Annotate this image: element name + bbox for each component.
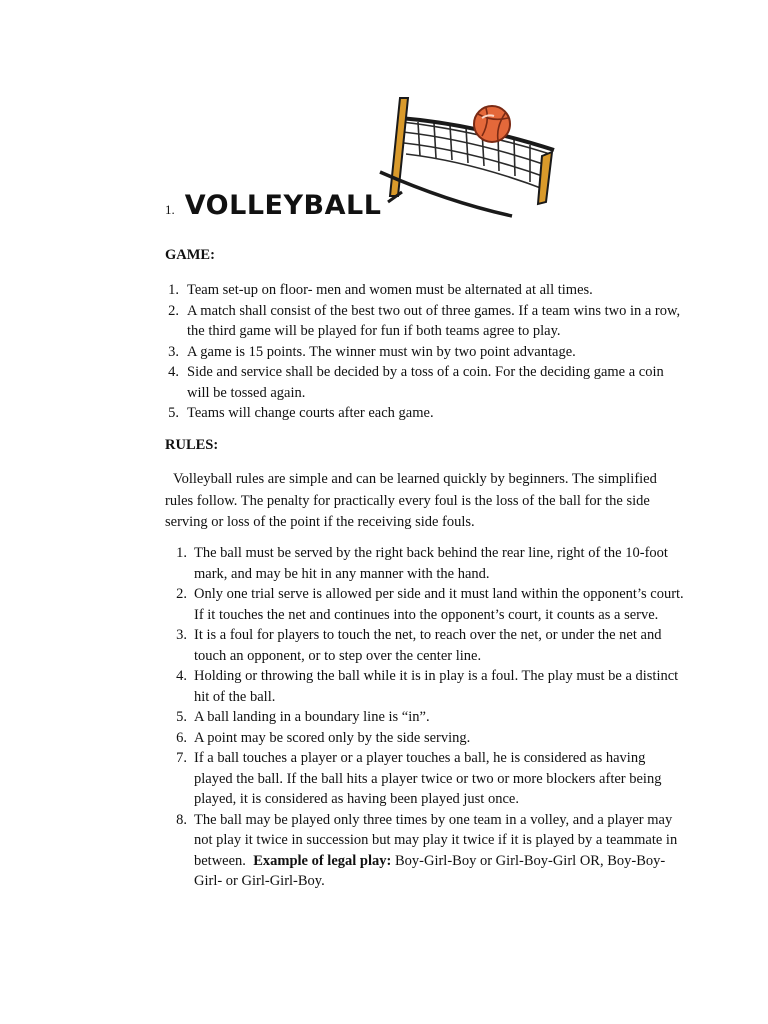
list-item (165, 543, 685, 584)
item-text: The ball may be played only three times by one team in a volley, and a player may not play it twice in succession but may play it twice if it is played by a teammate in between. (194, 811, 678, 869)
item-number: 2. (168, 302, 179, 319)
item-text: A ball landing in a boundary line is “in”. (194, 709, 430, 725)
list-item (163, 301, 683, 342)
list-item (165, 748, 685, 810)
list-item (165, 810, 685, 892)
item-text: Side and service shall be decided by a toss of a coin. For the deciding game a coin will be tossed again. (187, 364, 664, 401)
item-text: Team set-up on floor- men and women must be alternated at all times. (187, 282, 593, 298)
item-number: 5. (168, 405, 179, 421)
item-number: 3. (168, 343, 179, 360)
legal-play-label: Example of legal play: (253, 852, 392, 869)
item-number: 3. (176, 627, 187, 643)
left-pole (388, 98, 408, 202)
item-text: The ball must be served by the right back behind the rear line, right of the 10-foot mark, and may be hit in any manner with the hand. (194, 545, 668, 582)
title-text: VOLLEYBALL (184, 190, 382, 221)
list-item (165, 707, 685, 728)
item-number: 1. (168, 282, 179, 298)
list-item (165, 666, 685, 707)
volleyball-net-icon (378, 92, 570, 232)
item-text: A match shall consist of the best two out of three games. If a team wins two in a row, the third game will be played for fun if both teams agree to play. (187, 302, 681, 339)
title-number: 1. (165, 202, 175, 217)
item-number: 1. (176, 545, 187, 561)
list-item (165, 625, 685, 666)
game-list (163, 280, 683, 424)
item-text: It is a foul for players to touch the net, to reach over the net, or under the net and touch an opponent, or to step over the center line. (194, 627, 662, 664)
item-number: 7. (176, 750, 187, 766)
list-item (163, 403, 683, 424)
volleyball-icon (474, 106, 510, 142)
list-item (163, 342, 683, 363)
list-item (165, 728, 685, 749)
item-text: A point may be scored only by the side serving. (194, 729, 471, 746)
document-title (165, 190, 381, 221)
item-text: Only one trial serve is allowed per side and it must land within the opponent’s court. If it touches the net and continues into the opponent’s court, it counts as a serve. (194, 586, 684, 623)
item-text: Teams will change courts after each game. (187, 405, 434, 421)
rules-heading: RULES: (165, 437, 219, 453)
list-item (165, 584, 685, 625)
item-text: A game is 15 points. The winner must win by two point advantage. (187, 343, 576, 360)
legal-play-example: Boy-Girl-Boy or Girl-Boy-Girl OR, Boy-Boy-Girl- or Girl-Girl-Boy. (194, 852, 666, 889)
rules-list (165, 543, 685, 892)
item-number: 4. (176, 668, 187, 684)
list-item (163, 362, 683, 403)
game-heading: GAME: (165, 247, 215, 263)
item-number: 5. (176, 709, 187, 725)
item-text: Holding or throwing the ball while it is in play is a foul. The play must be a distinct hit of the ball. (194, 668, 679, 705)
list-item (163, 280, 683, 301)
item-text: If a ball touches a player or a player touches a ball, he is considered as having played the ball. If the ball hits a player twice or two or more blockers after being played, it is considered as having been played just once. (194, 750, 662, 807)
item-number: 8. (176, 811, 187, 828)
item-number: 6. (176, 729, 187, 746)
rules-intro: Volleyball rules are simple and can be learned quickly by beginners. The simplified rules follow. The penalty for practically every foul is the loss of the ball for the side serving or loss of the point if the receiving side fouls. (165, 471, 657, 530)
item-number: 2. (176, 586, 187, 602)
item-number: 4. (168, 364, 179, 380)
